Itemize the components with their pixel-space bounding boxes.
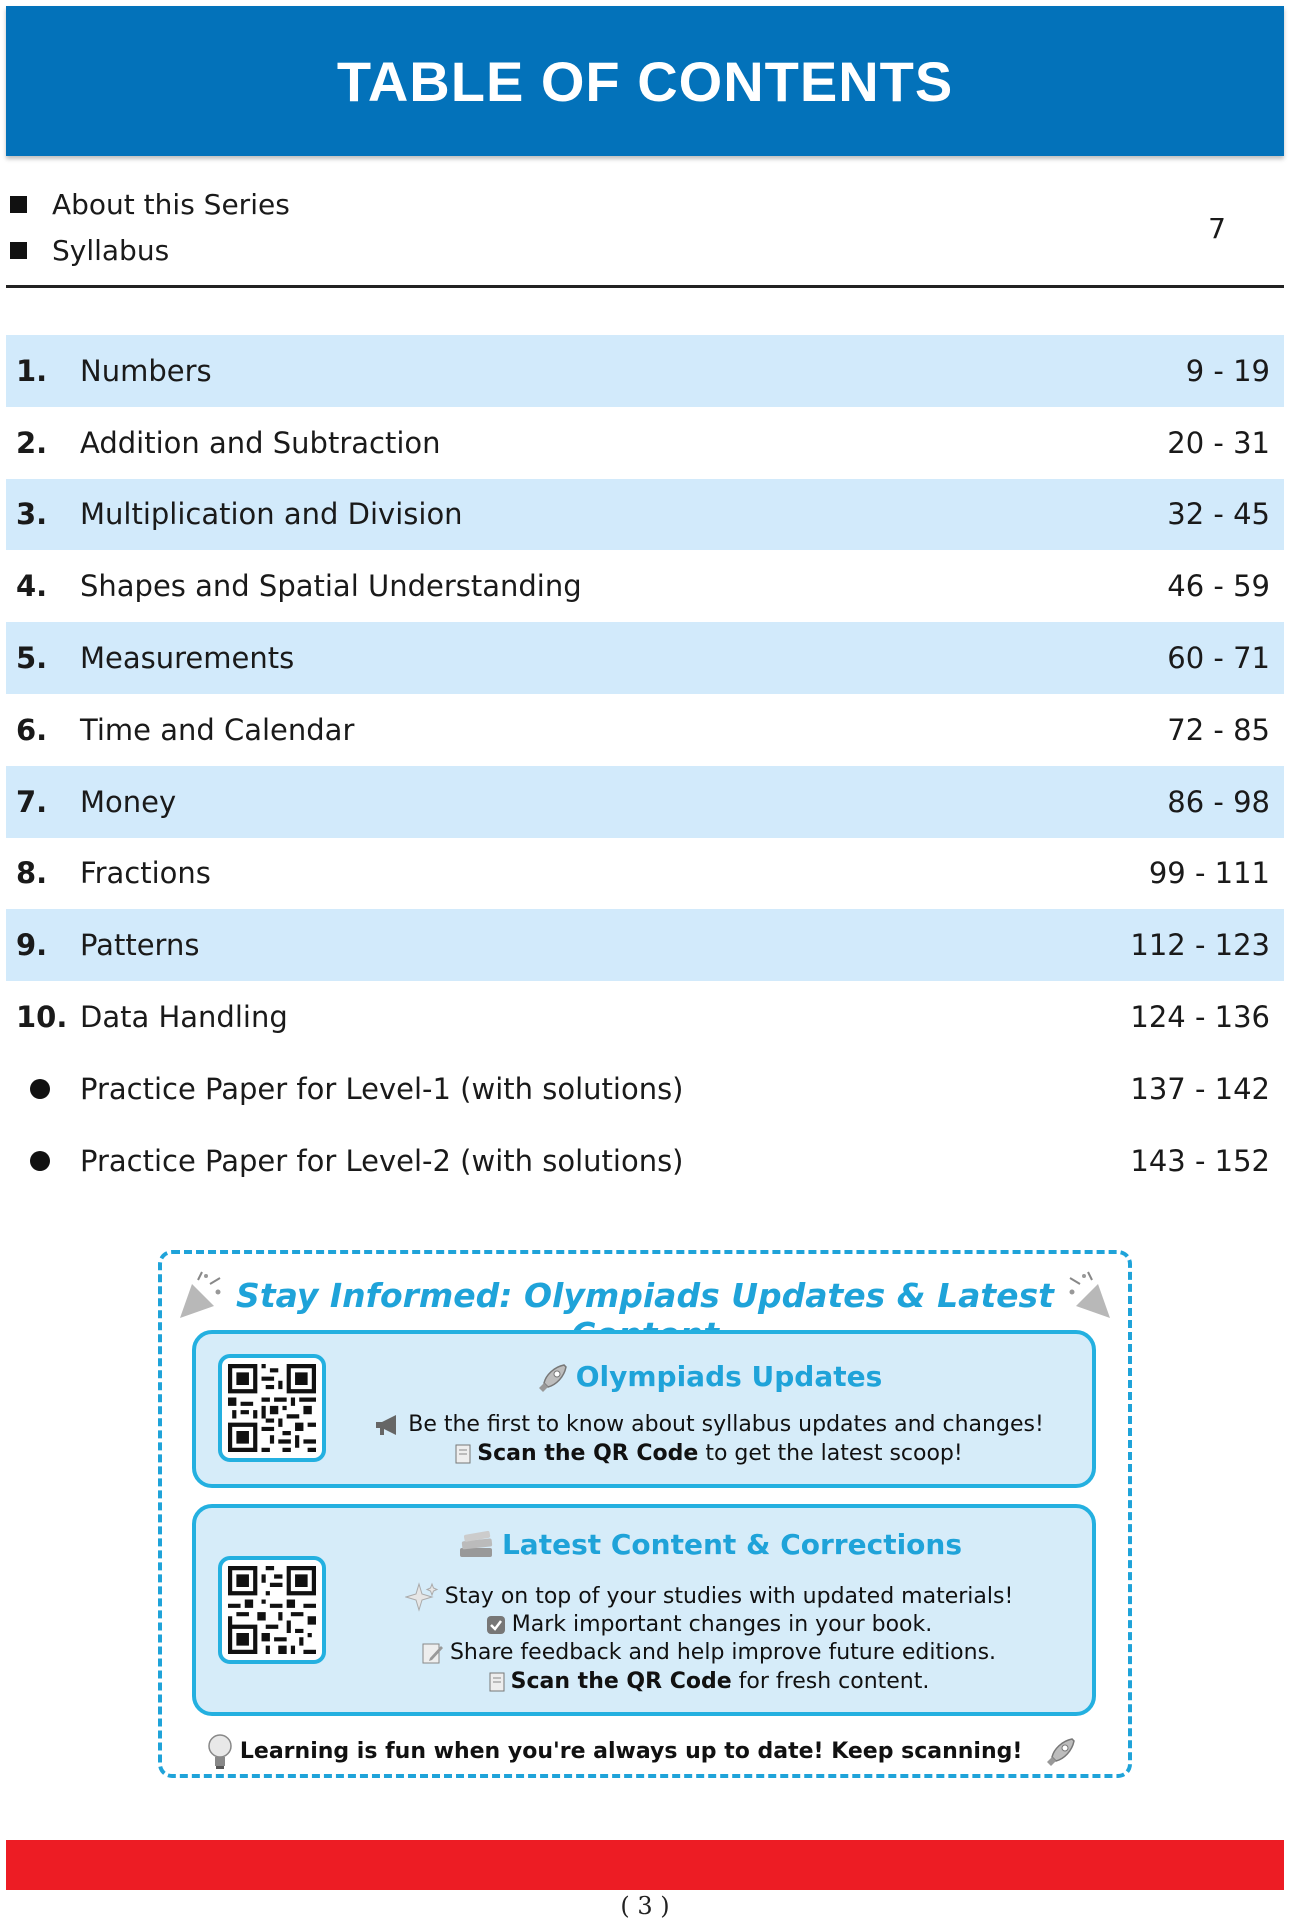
qr-code-icon <box>228 1364 316 1452</box>
chapter-number: 3. <box>16 497 48 532</box>
chapter-title: Data Handling <box>80 1000 288 1035</box>
chapter-pages: 99 - 111 <box>1148 856 1270 891</box>
promo-footer <box>162 1732 1128 1772</box>
promo-title: Stay Informed: Olympiads Updates & Latest <box>236 1276 1054 1315</box>
chapter-number: 4. <box>16 569 48 604</box>
prelim-page-number: 7 <box>1208 212 1226 245</box>
toc-row-practice-1[interactable] <box>6 1053 1284 1125</box>
chapter-number: 6. <box>16 712 48 747</box>
round-bullet-icon <box>30 1079 50 1099</box>
toc-row-practice-2[interactable] <box>6 1125 1284 1197</box>
chapter-pages: 72 - 85 <box>1167 712 1270 747</box>
page-title: TABLE OF CONTENTS <box>336 49 954 113</box>
rocket-icon <box>1044 1735 1078 1769</box>
chapter-pages: 9 - 19 <box>1185 353 1270 388</box>
chapter-title: Patterns <box>80 928 200 963</box>
chapter-title: Time and Calendar <box>80 712 355 747</box>
latest-content-card <box>192 1504 1096 1716</box>
latest-heading <box>346 1528 1072 1562</box>
chapter-number: 7. <box>16 784 48 819</box>
lightbulb-icon <box>206 1732 234 1772</box>
divider <box>6 285 1284 288</box>
updates-line-1-text: Be the first to know about syllabus updates and changes! <box>408 1412 1044 1437</box>
toc-row[interactable] <box>6 335 1284 407</box>
chapter-title: Shapes and Spatial Understanding <box>80 569 582 604</box>
chapter-title: Addition and Subtraction <box>80 425 441 460</box>
scan-qr-emphasis: Scan the QR Code <box>477 1441 699 1466</box>
prelim-item-label: About this Series <box>52 188 290 221</box>
edit-note-icon <box>422 1642 444 1664</box>
toc-row[interactable] <box>6 479 1284 551</box>
prelim-item-about[interactable] <box>10 188 290 221</box>
checkbox-icon <box>486 1615 506 1635</box>
prelim-section <box>6 180 1284 290</box>
chapter-number: 5. <box>16 641 48 676</box>
latest-line-3 <box>346 1640 1072 1665</box>
chapter-title: Practice Paper for Level-1 (with solutions) <box>80 1071 684 1106</box>
chapter-number: 8. <box>16 856 48 891</box>
latest-line-1-text: Stay on top of your studies with updated materials! <box>444 1584 1014 1609</box>
chapter-pages: 112 - 123 <box>1130 928 1270 963</box>
chapter-pages: 124 - 136 <box>1130 1000 1270 1035</box>
chapter-pages: 46 - 59 <box>1167 569 1270 604</box>
promo-box <box>158 1250 1132 1778</box>
latest-line-2 <box>346 1612 1072 1637</box>
prelim-item-label: Syllabus <box>52 234 170 267</box>
latest-line-4-text: for fresh content. <box>731 1669 930 1694</box>
scan-qr-emphasis: Scan the QR Code <box>510 1669 732 1694</box>
toc-row[interactable] <box>6 981 1284 1053</box>
round-bullet <box>6 1072 80 1106</box>
toc-row[interactable] <box>6 550 1284 622</box>
rocket-icon <box>536 1361 570 1395</box>
header-banner <box>6 6 1284 156</box>
toc-row[interactable] <box>6 694 1284 766</box>
page-number: ( 3 ) <box>620 1892 670 1920</box>
toc-row[interactable] <box>6 622 1284 694</box>
latest-line-4 <box>346 1669 1072 1694</box>
memo-icon <box>455 1444 471 1464</box>
updates-line-1 <box>346 1412 1072 1437</box>
books-icon <box>456 1530 496 1562</box>
chapter-pages: 20 - 31 <box>1167 425 1270 460</box>
chapter-number: 9. <box>16 928 48 963</box>
updates-line-2-text: to get the latest scoop! <box>698 1441 963 1466</box>
chapter-pages: 32 - 45 <box>1167 497 1270 532</box>
toc-row[interactable] <box>6 766 1284 838</box>
square-bullet-icon <box>10 242 27 259</box>
latest-heading-text: Latest Content & Corrections <box>501 1528 963 1561</box>
chapter-number: 10. <box>16 1000 68 1035</box>
sparkles-icon <box>405 1582 439 1612</box>
updates-heading <box>346 1360 1072 1395</box>
toc-list <box>6 335 1284 1197</box>
chapter-number: 1. <box>16 353 48 388</box>
chapter-title: Multiplication and Division <box>80 497 463 532</box>
latest-line-2-text: Mark important changes in your book. <box>511 1612 933 1637</box>
qr-code-icon <box>228 1566 316 1654</box>
megaphone-icon <box>374 1414 402 1436</box>
updates-heading-text: Olympiads Updates <box>575 1360 883 1393</box>
promo-footer-text: Learning is fun when you're always up to date! Keep scanning! <box>239 1739 1023 1764</box>
chapter-title: Measurements <box>80 641 295 676</box>
prelim-item-syllabus[interactable] <box>10 234 169 267</box>
updates-card <box>192 1330 1096 1488</box>
qr-code-updates[interactable] <box>218 1354 326 1462</box>
chapter-title: Numbers <box>80 353 212 388</box>
chapter-title: Fractions <box>80 856 211 891</box>
round-bullet <box>6 1144 80 1178</box>
memo-icon <box>489 1672 505 1692</box>
chapter-number: 2. <box>16 425 48 460</box>
latest-line-3-text: Share feedback and help improve future editions. <box>449 1640 997 1665</box>
chapter-pages: 143 - 152 <box>1130 1143 1270 1178</box>
chapter-title: Money <box>80 784 177 819</box>
footer-bar <box>6 1840 1284 1890</box>
chapter-pages: 60 - 71 <box>1167 641 1270 676</box>
toc-row[interactable] <box>6 838 1284 910</box>
updates-line-2 <box>346 1441 1072 1466</box>
chapter-pages: 86 - 98 <box>1167 784 1270 819</box>
round-bullet-icon <box>30 1151 50 1171</box>
toc-row[interactable] <box>6 407 1284 479</box>
chapter-title: Practice Paper for Level-2 (with solutions) <box>80 1143 684 1178</box>
chapter-pages: 137 - 142 <box>1130 1071 1270 1106</box>
qr-code-latest[interactable] <box>218 1556 326 1664</box>
latest-line-1 <box>346 1582 1072 1612</box>
toc-row[interactable] <box>6 909 1284 981</box>
square-bullet-icon <box>10 196 27 213</box>
